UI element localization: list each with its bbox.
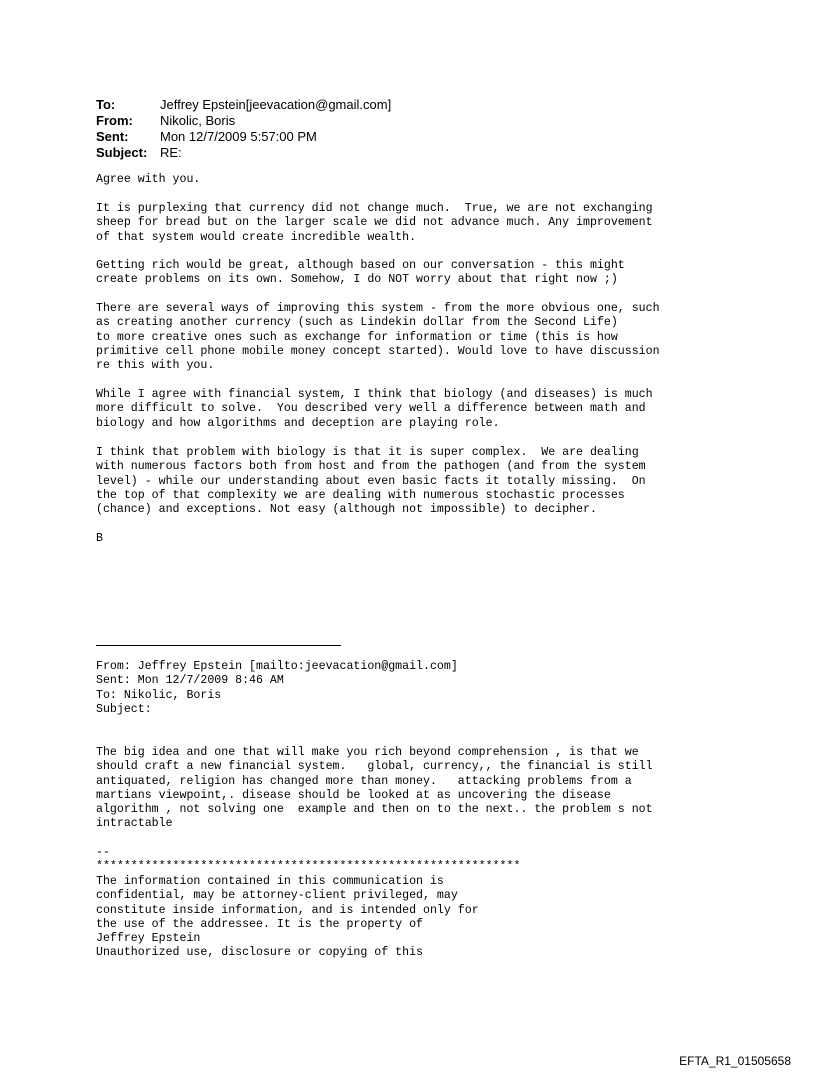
- from-row: [96, 113, 391, 129]
- quote-divider: [96, 645, 341, 646]
- reply-paragraph-5: While I agree with financial system, I think that biology (and diseases) is much more difficult to solve. You described very well a difference between math and biology and how algorithms and deception are playing role.: [96, 388, 653, 430]
- subject-row: [96, 145, 391, 161]
- document-id: EFTA_R1_01505658: [679, 1054, 791, 1068]
- to-value: Jeffrey Epstein[jeevacation@gmail.com]: [160, 97, 392, 112]
- reply-paragraph-1: Agree with you.: [96, 173, 201, 186]
- to-label: To:: [96, 97, 116, 112]
- reply-signoff: B: [96, 532, 103, 545]
- reply-paragraph-3: Getting rich would be great, although based on our conversation - this might create problems on its own. Somehow, I do NOT worry about that right now ;): [96, 259, 625, 287]
- reply-paragraph-4: There are several ways of improving this system - from the more obvious one, such as creating another currency (such as Lindekin dollar from the Second Life) to more creative ones such as exchange for information or time (this is how primitive cell phone mobile money concept started). Would love to have discussion re this with you.: [96, 302, 660, 373]
- sent-value: Mon 12/7/2009 5:57:00 PM: [160, 129, 317, 144]
- disclaimer: The information contained in this communication is confidential, may be attorney-client privileged, may constitute inside information, and is intended only for the use of the addressee. It is the property of Jeffrey Epstein Unauthorized use, disclosure or copying of this: [96, 875, 479, 960]
- to-row: [96, 97, 391, 113]
- sent-row: [96, 129, 391, 145]
- reply-paragraph-6: I think that problem with biology is that it is super complex. We are dealing with numerous factors both from host and from the pathogen (and from the system level) - while our understanding about even basic facts it totally missing. On the top of that complexity we are dealing with numerous stochastic processes (chance) and exceptions. Not easy (although not impossible) to decipher.: [96, 446, 646, 517]
- email-header: [96, 97, 391, 161]
- reply-paragraph-2: It is purplexing that currency did not change much. True, we are not exchanging sheep for bread but on the larger scale we did not advance much. Any improvement of that system would create incredible wealth.: [96, 202, 653, 244]
- signature-stars: *************************************************************: [96, 860, 521, 873]
- signature-dash: --: [96, 846, 110, 859]
- original-headers: From: Jeffrey Epstein [mailto:jeevacation@gmail.com] Sent: Mon 12/7/2009 8:46 AM To: Nikolic, Boris Subject:: [96, 660, 458, 716]
- subject-value: RE:: [160, 145, 182, 160]
- from-label: From:: [96, 113, 133, 128]
- from-value: Nikolic, Boris: [160, 113, 236, 128]
- original-body: The big idea and one that will make you rich beyond comprehension , is that we should craft a new financial system. global, currency,, the financial is still antiquated, religion has changed more than money. attacking problems from a martians viewpoint,. disease should be looked at as uncovering the disease algorithm , not solving one example and then on to the next.. the problem s not intractable: [96, 746, 653, 831]
- subject-label: Subject:: [96, 145, 148, 160]
- sent-label: Sent:: [96, 129, 129, 144]
